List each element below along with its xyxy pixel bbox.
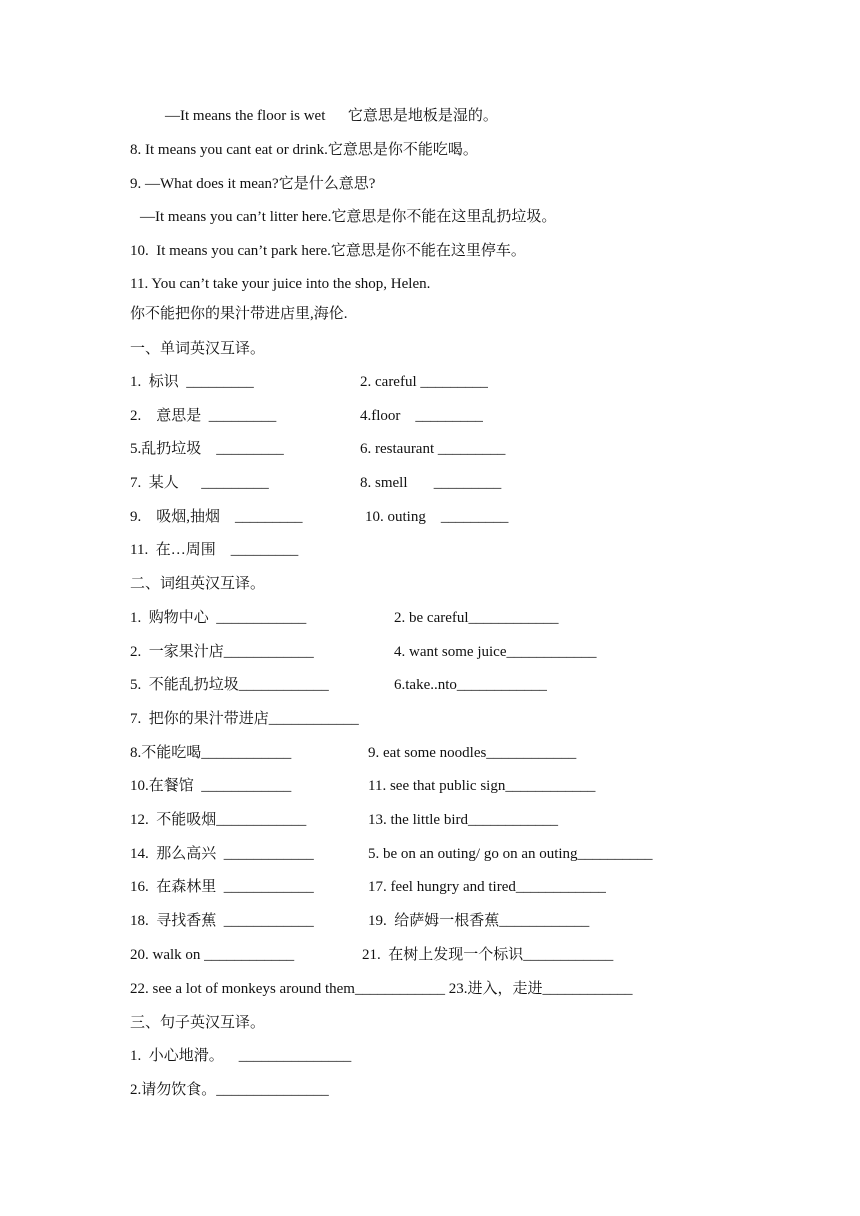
text-line: —It means you can’t litter here.它意思是你不能在这里乱扔垃圾。: [140, 209, 557, 225]
phrase-item: 13. the little bird____________: [368, 812, 558, 828]
phrase-item: 16. 在森林里 ____________: [130, 879, 314, 895]
phrase-item: 2. be careful____________: [394, 610, 559, 626]
phrase-item: 8.不能吃喝____________: [130, 745, 292, 761]
phrase-item: 5. 不能乱扔垃圾____________: [130, 677, 329, 693]
phrase-item: 9. eat some noodles____________: [368, 745, 577, 761]
vocab-item: 2. 意思是 _________: [130, 408, 277, 424]
vocab-item: 9. 吸烟,抽烟 _________: [130, 509, 303, 525]
phrase-item: 10.在餐馆 ____________: [130, 778, 292, 794]
section-heading: 二、词组英汉互译。: [130, 576, 266, 592]
phrase-item: 5. be on an outing/ go on an outing__________: [368, 846, 653, 862]
text-line: 11. You can’t take your juice into the shop, Helen.: [130, 276, 431, 292]
phrase-item: 4. want some juice____________: [394, 644, 597, 660]
phrase-item: 2. 一家果汁店____________: [130, 644, 314, 660]
phrase-item: 20. walk on ____________: [130, 947, 295, 963]
text-line: 8. It means you cant eat or drink.它意思是你不能吃喝。: [130, 142, 478, 158]
text-line: 你不能把你的果汁带进店里,海伦.: [130, 306, 348, 322]
phrase-item: 17. feel hungry and tired____________: [368, 879, 606, 895]
phrase-item: 22. see a lot of monkeys around them____________ 23.进入，走进____________: [130, 981, 633, 997]
vocab-item: 8. smell _________: [360, 475, 502, 491]
vocab-item: 10. outing _________: [365, 509, 509, 525]
phrase-item: 18. 寻找香蕉 ____________: [130, 913, 314, 929]
vocab-item: 11. 在…周围 _________: [130, 542, 299, 558]
phrase-item: 1. 购物中心 ____________: [130, 610, 307, 626]
phrase-item: 12. 不能吸烟____________: [130, 812, 307, 828]
vocab-item: 2. careful _________: [360, 374, 488, 390]
text-line: 10. It means you can’t park here.它意思是你不能在这里停车。: [130, 243, 526, 259]
vocab-item: 1. 标识 _________: [130, 374, 254, 390]
text-line: —It means the floor is wet 它意思是地板是湿的。: [165, 108, 498, 124]
text-line: 9. —What does it mean?它是什么意思?: [130, 176, 376, 192]
phrase-item: 11. see that public sign____________: [368, 778, 596, 794]
phrase-item: 6.take..nto____________: [394, 677, 547, 693]
section-heading: 一、单词英汉互译。: [130, 341, 266, 357]
sentence-item: 2.请勿饮食。_______________: [130, 1082, 329, 1098]
section-heading: 三、句子英汉互译。: [130, 1015, 266, 1031]
sentence-item: 1. 小心地滑。 _______________: [130, 1048, 352, 1064]
vocab-item: 4.floor _________: [360, 408, 483, 424]
phrase-item: 19. 给萨姆一根香蕉____________: [368, 913, 590, 929]
phrase-item: 7. 把你的果汁带进店____________: [130, 711, 359, 727]
phrase-item: 21. 在树上发现一个标识____________: [362, 947, 614, 963]
phrase-item: 14. 那么高兴 ____________: [130, 846, 314, 862]
vocab-item: 6. restaurant _________: [360, 441, 506, 457]
vocab-item: 5.乱扔垃圾 _________: [130, 441, 284, 457]
vocab-item: 7. 某人 _________: [130, 475, 269, 491]
